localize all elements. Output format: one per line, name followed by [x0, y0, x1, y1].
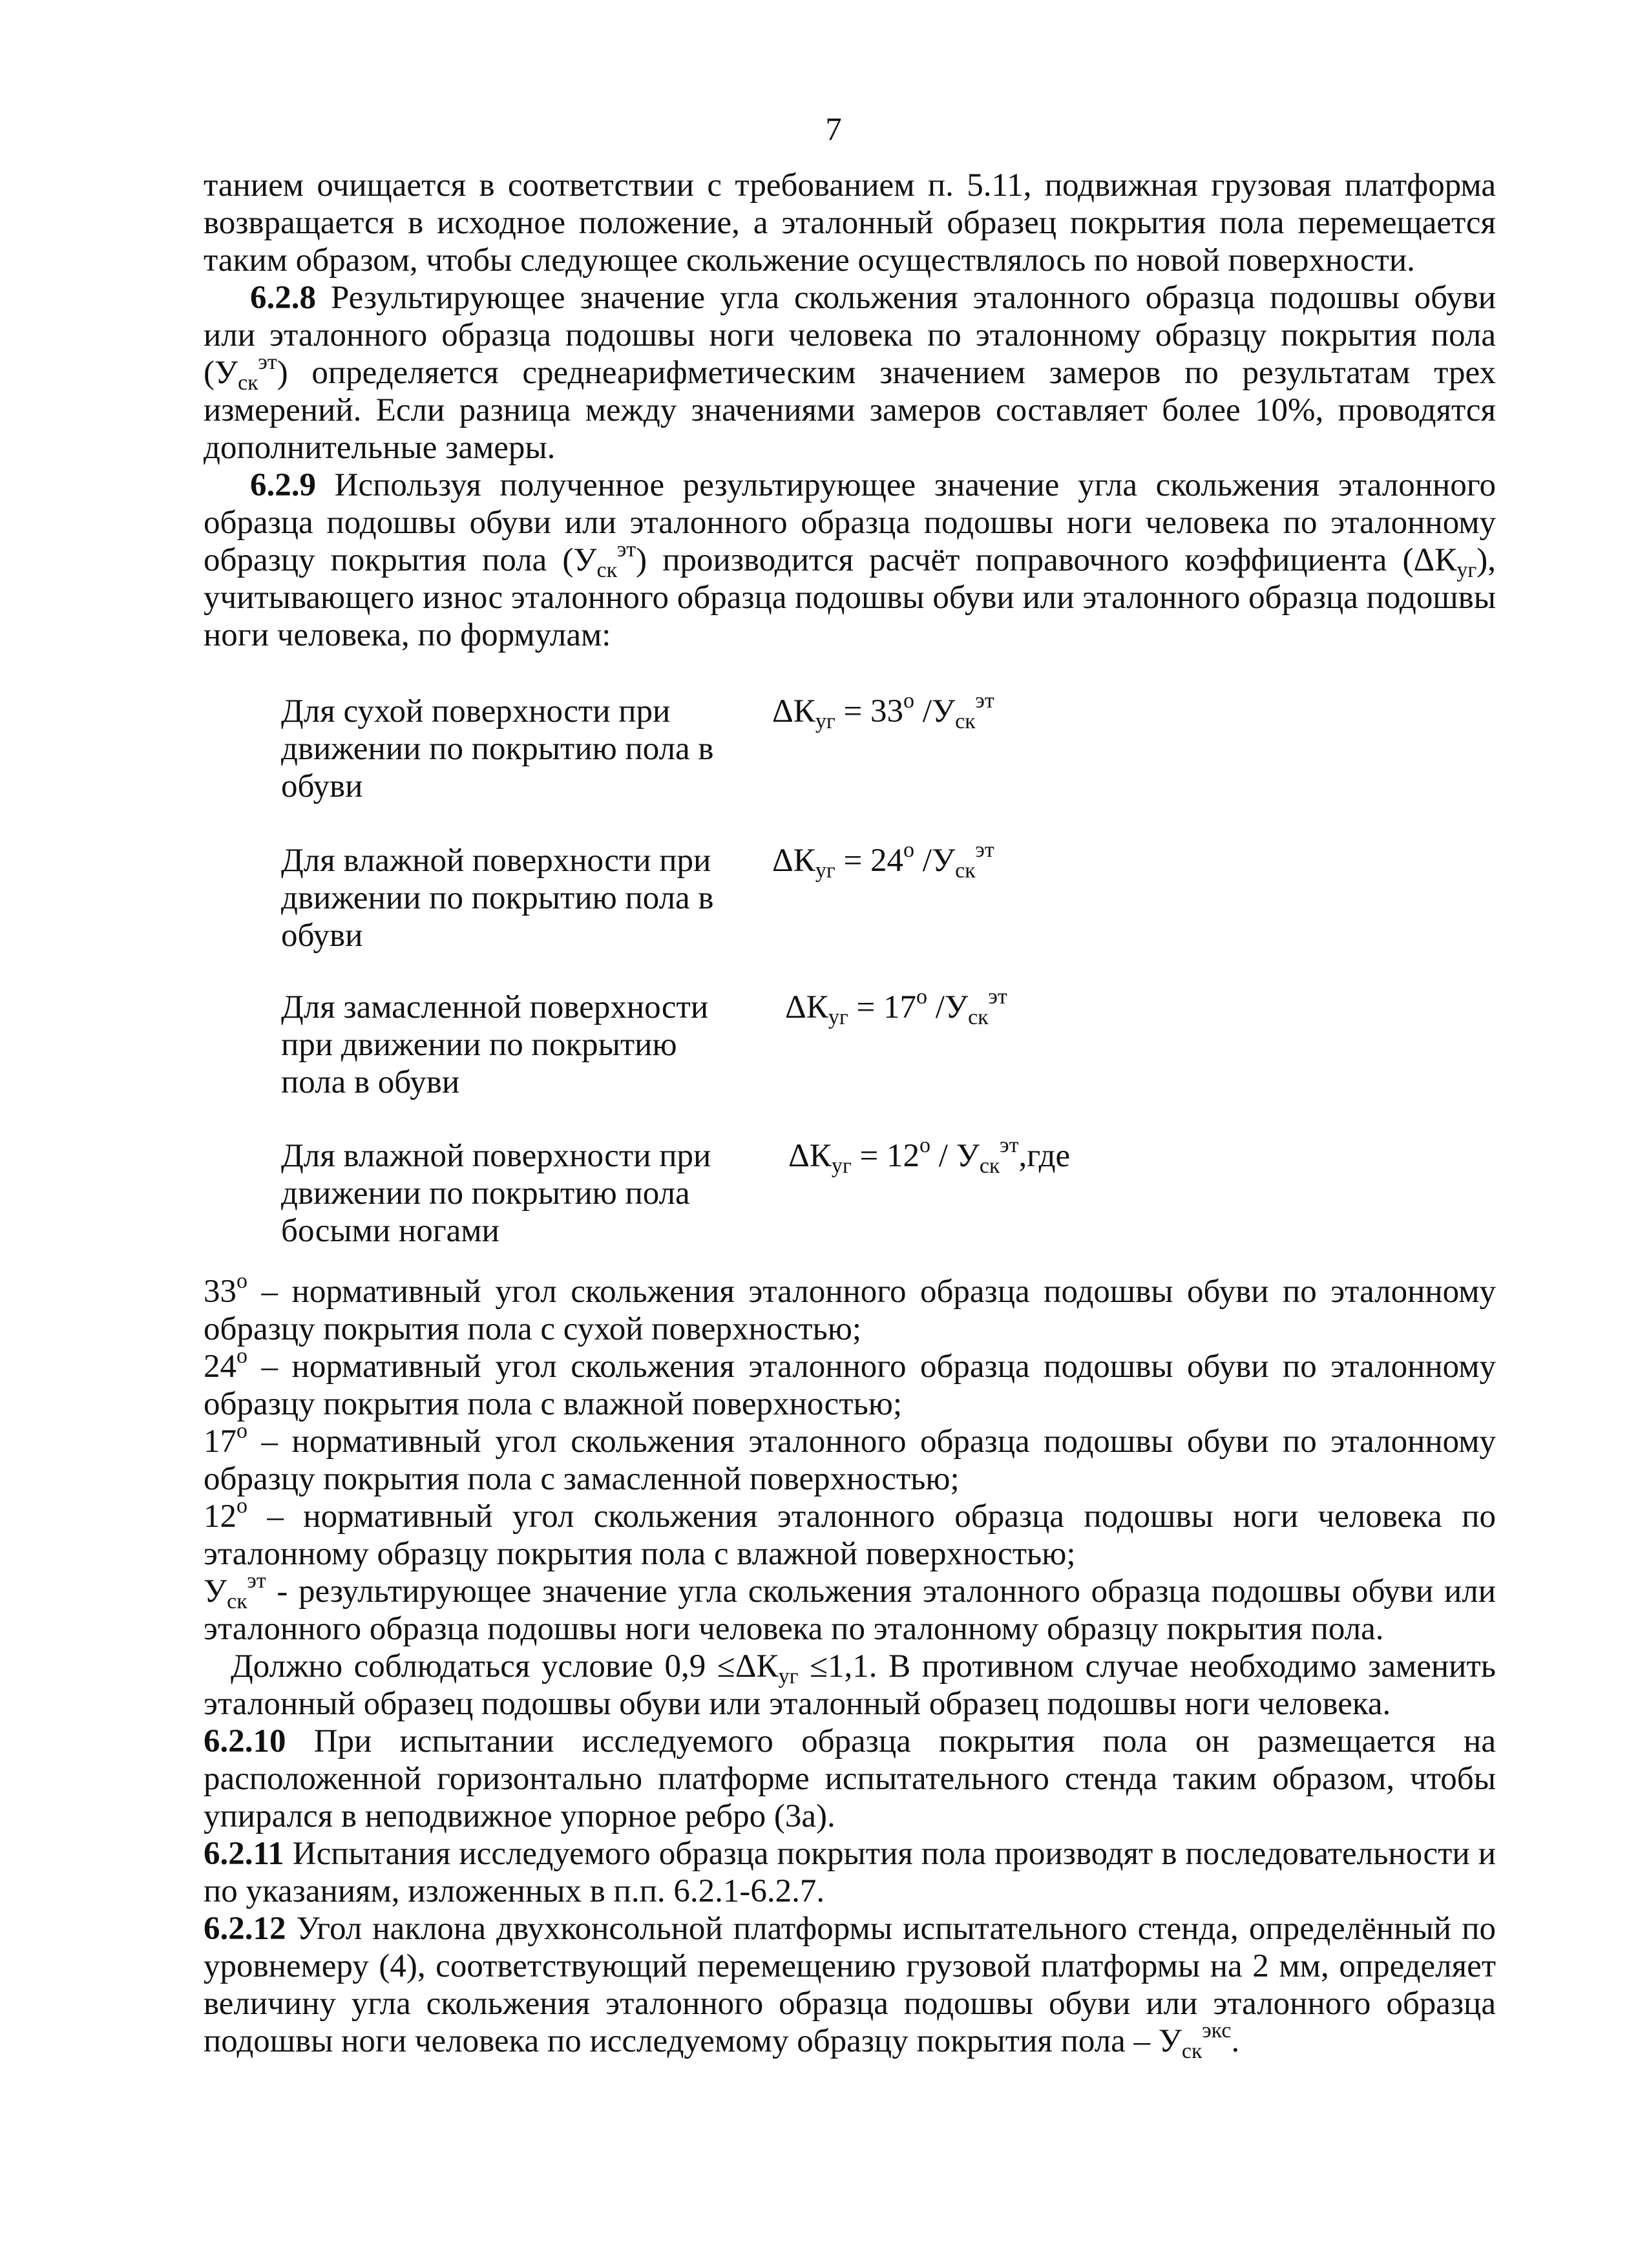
definition-u-sk: Уск$^{эт}$ - результирующее значение угла скольжения эталонного образца подошвы обуви или эталонного образца подошвы ноги человека по эталонному образцу покрытия пола. — [204, 1569, 1496, 1647]
formula-description: Для влажной поверхности при движении по покрытию пола босыми ногами — [281, 1138, 711, 1249]
formula: $\Delta Куг = 24^о$ /Уск$^{эт}$ — [772, 838, 994, 883]
superscript: эт — [258, 350, 277, 374]
clause-text: Используя полученное результирующее значение угла скольжения эталонного образца подошвы обуви или эталонного образца подошвы ноги человека по эталонному образцу покрытия пола (У — [204, 467, 1496, 578]
formula: $\Delta Куг = 33^о$ /Уск$^{эт}$ — [772, 689, 994, 733]
formula: $\Delta Куг = 17^о$ /Уск$^{эт}$ — [785, 985, 1007, 1029]
superscript: эт — [616, 538, 636, 562]
subscript: ск — [1181, 2039, 1203, 2063]
superscript: экс — [1202, 2019, 1232, 2042]
clause-text: При испытании исследуемого образца покрытия пола он размещается на расположенной горизонтально платформе испытательного стенда таким образом, чтобы упирался в неподвижное упорное ребро (3а). — [204, 1723, 1496, 1834]
paragraph-6-2-9 — [204, 467, 1496, 654]
clause-text: ), учитывающего износ эталонного образца подошвы обуви или эталонного образца подошвы ноги человека, по формулам: — [204, 542, 1496, 653]
subscript: уг — [1456, 558, 1477, 582]
paragraph-6-2-11 — [204, 1835, 1496, 1910]
formula: $\Delta Куг = 12^о / Уск^{эт},где$ — [788, 1133, 1071, 1178]
definition-24: $24^о$ – нормативный угол скольжения эталонного образца подошвы обуви по эталонному образцу покрытия пола с влажной поверхностью; — [204, 1344, 1496, 1422]
definition-17: $17^о$ – нормативный угол скольжения эталонного образца подошвы обуви по эталонному образцу покрытия пола с замасленной поверхностью; — [204, 1419, 1496, 1497]
subscript: ск — [596, 558, 617, 582]
clause-text: ) определяется среднеарифметическим значением замеров по результатам трех измерений. Если разница между значениями замеров составляет более 10%, проводятся дополнительные замеры. — [204, 355, 1496, 466]
formula-description: Для влажной поверхности при движении по покрытию пола в обуви — [281, 843, 714, 954]
paragraph-intro: танием очищается в соответствии с требованием п. 5.11, подвижная грузовая платформа возвращается в исходное положение, а эталонный образец покрытия пола перемещается таким образом, чтобы следующее скольжение осуществлялось по новой поверхности. — [204, 167, 1496, 278]
formula-description: Для замасленной поверхности при движении по покрытию пола в обуви — [281, 989, 709, 1100]
paragraph-6-2-10 — [204, 1723, 1496, 1835]
definition-12: $12^о$ – нормативный угол скольжения эталонного образца подошвы ноги человека по эталонному образцу покрытия пола с влажной поверхностью; — [204, 1494, 1496, 1572]
definitions-block — [204, 1269, 1496, 2063]
definition-33: $33^о$ – нормативный угол скольжения эталонного образца подошвы обуви по эталонному образцу покрытия пола с сухой поверхностью; — [204, 1269, 1496, 1347]
page-number: 7 — [825, 112, 842, 148]
clause-text: Испытания исследуемого образца покрытия пола производят в последовательности и по указаниям, изложенных в п.п. 6.2.1-6.2.7. — [204, 1836, 1496, 1909]
clause-text: Результирующее значение угла скольжения эталонного образца подошвы обуви или эталонного образца подошвы ноги человека по эталонному образцу покрытия пола (У — [204, 280, 1496, 391]
paragraph-6-2-8 — [204, 279, 1496, 467]
clause-number: 6.2.12 — [204, 1911, 286, 1947]
paragraph-condition: Должно соблюдаться условие 0,9 ≤ΔКуг ≤1,1. В противном случае необходимо заменить эталонный образец подошвы обуви или эталонный образец подошвы ноги человека. — [204, 1648, 1496, 1722]
formula-description: Для сухой поверхности при движении по покрытию пола в обуви — [281, 693, 714, 804]
text-block-top — [204, 167, 1496, 654]
clause-number: 6.2.9 — [250, 467, 316, 503]
paragraph-6-2-12: 6.2.12 Угол наклона двухконсольной платформы испытательного стенда, определённый по уровнемеру (4), соответствующий перемещению грузовой платформы на 2 мм, определяет величину угла скольжения эталонного образца подошвы обуви или эталонного образца подошвы ноги человека по исследуемому образцу покрытия пола – Уск$^{экс}$. — [204, 1911, 1496, 2063]
clause-number: 6.2.10 — [204, 1723, 286, 1759]
clause-number: 6.2.11 — [204, 1836, 284, 1872]
clause-text: ) производится расчёт поправочного коэффициента (ΔК — [636, 542, 1457, 578]
subscript: ск — [238, 371, 258, 395]
clause-text: Угол наклона двухконсольной платформы испытательного стенда, определённый по уровнемеру (4), соответствующий перемещению грузовой платформы на 2 мм, определяет величину угла скольжения эталонного образца подошвы обуви или эталонного образца подошвы ноги человека по исследуемому образцу покрытия пола – У — [204, 1911, 1496, 2059]
clause-number: 6.2.8 — [250, 280, 316, 316]
